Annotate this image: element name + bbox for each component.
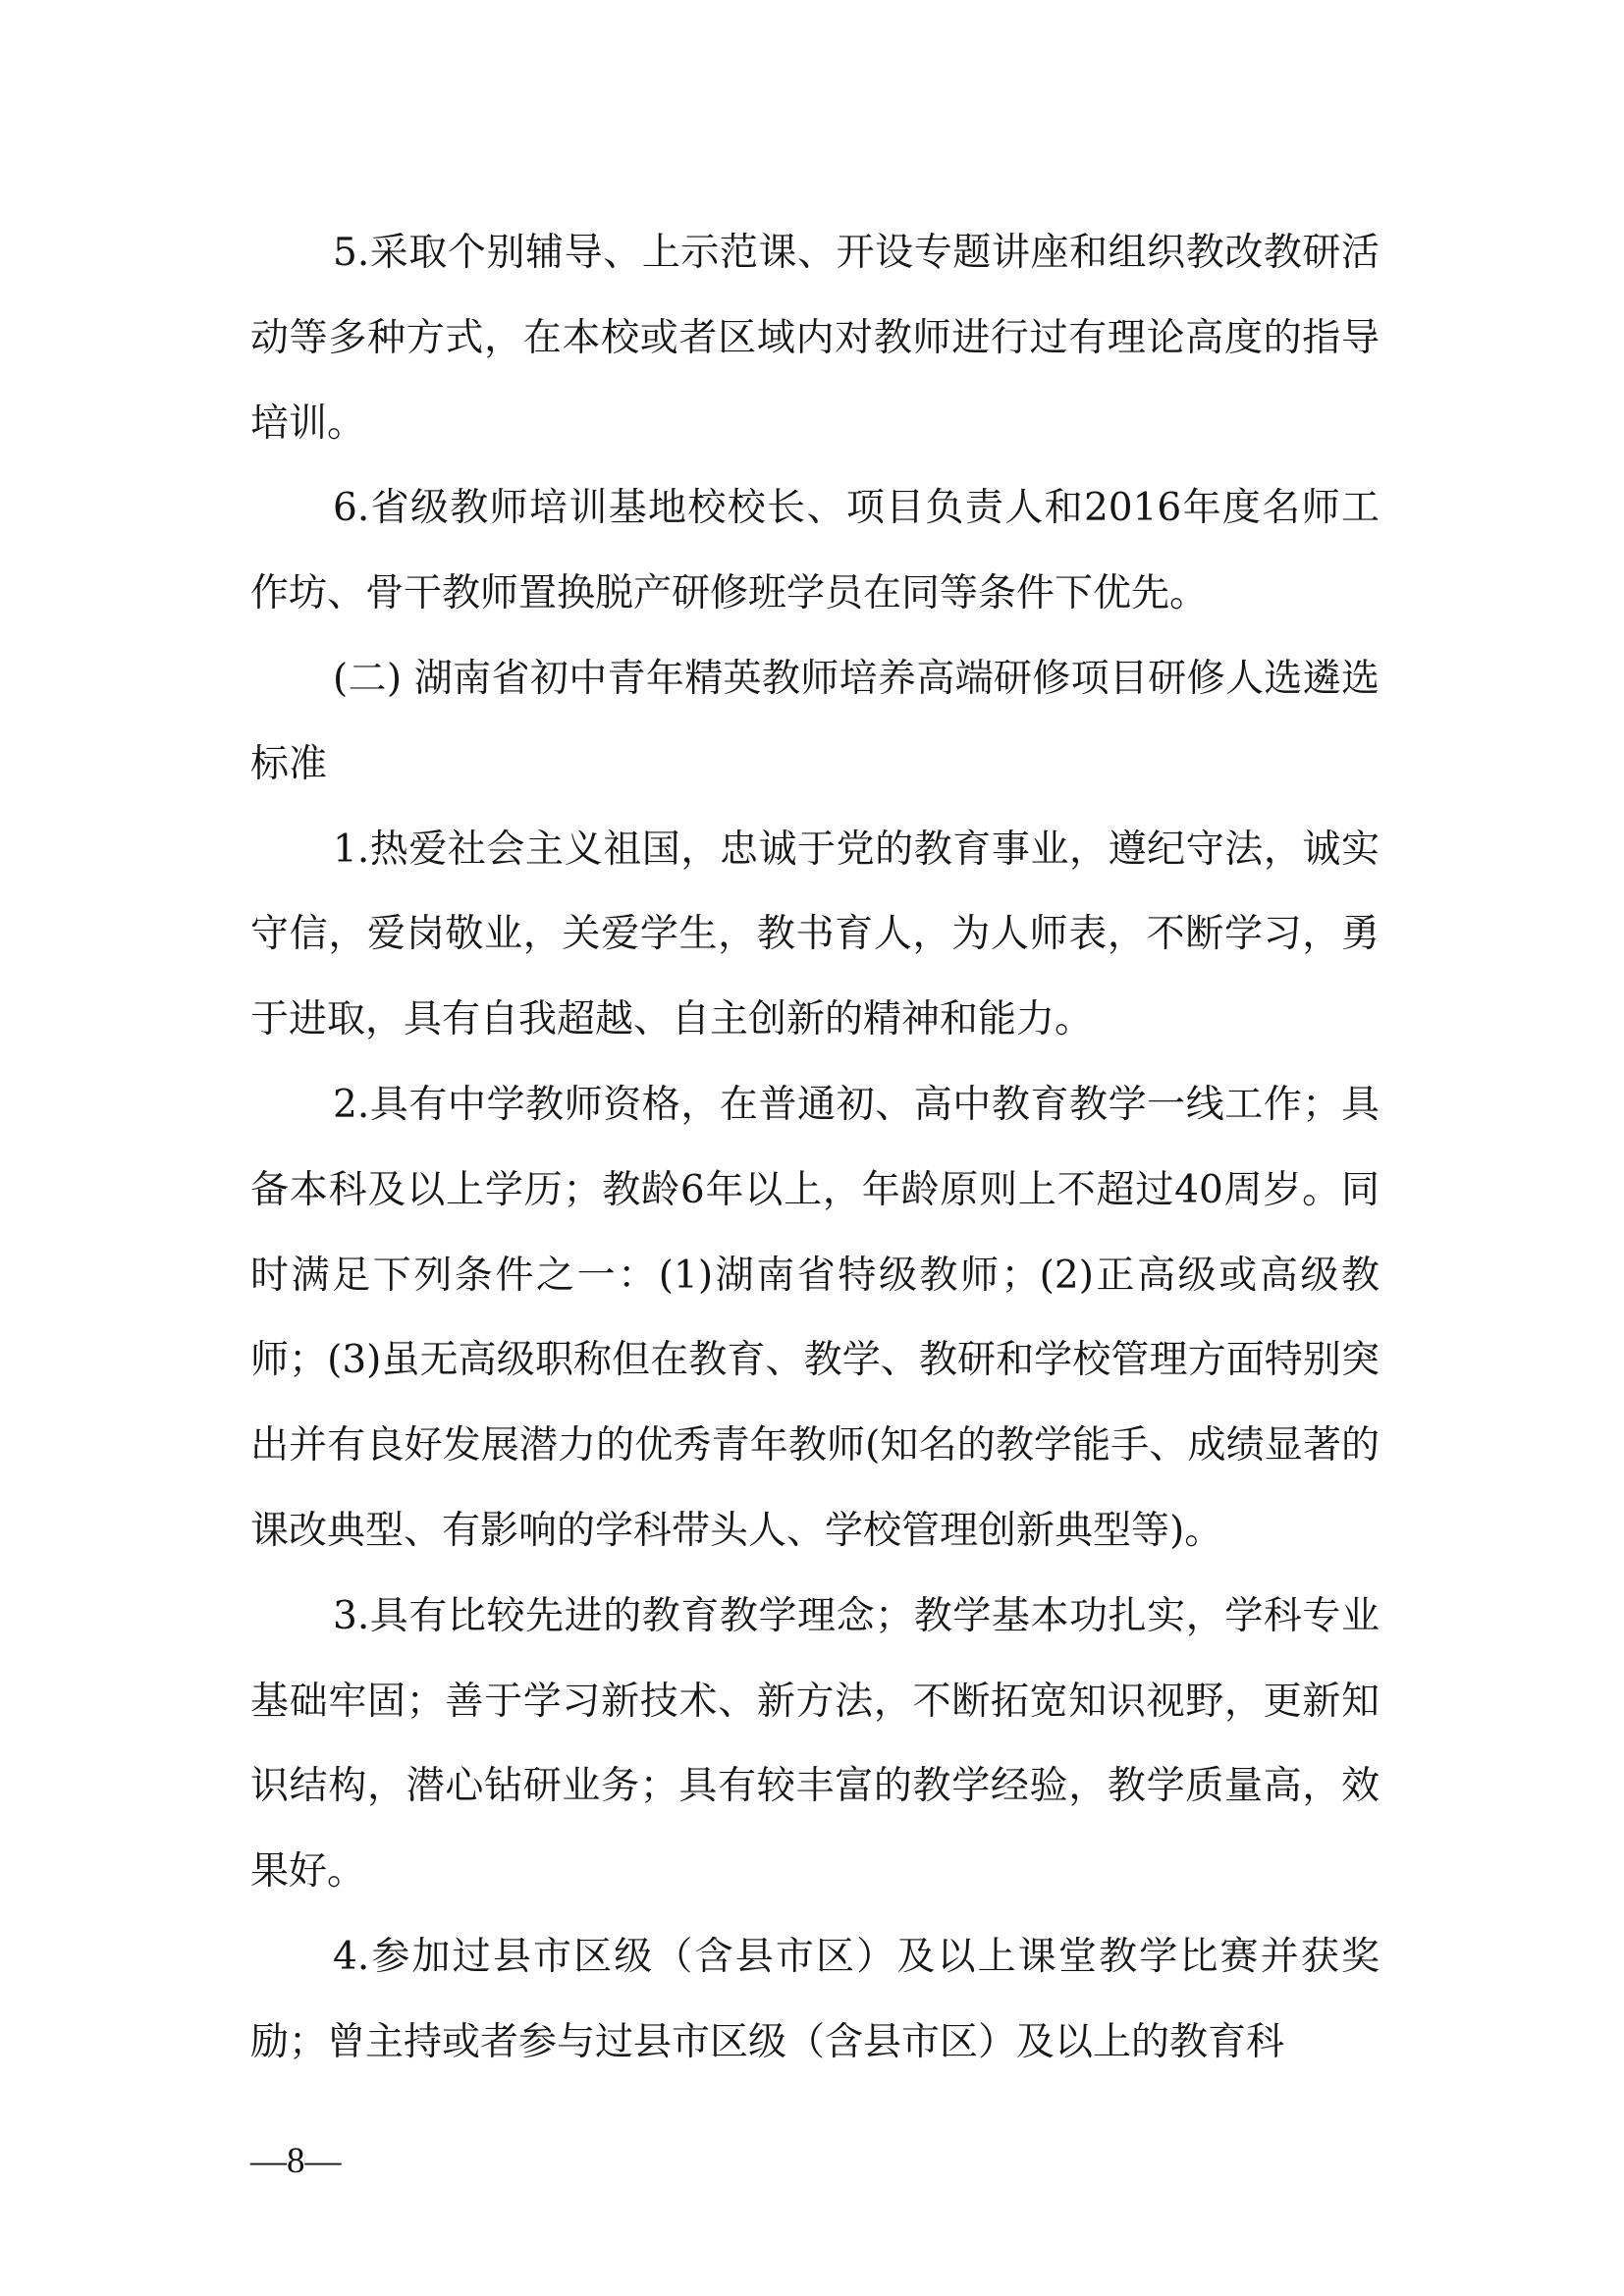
paragraph-criterion-4: 4.参加过县市区级（含县市区）及以上课堂教学比赛并获奖励；曾主持或者参与过县市区级（含县市区）及以上的教育科 [250,1934,1380,2064]
paragraph-criterion-3: 3.具有比较先进的教育教学理念；教学基本功扎实，学科专业基础牢固；善于学习新技术、新方法，不断拓宽知识视野，更新知识结构，潜心钻研业务；具有较丰富的教学经验，教学质量高，效果好。 [250,1593,1380,1895]
paragraph-criterion-1: 1.热爱社会主义祖国，忠诚于党的教育事业，遵纪守法，诚实守信，爱岗敬业，关爱学生，教书育人，为人师表，不断学习，勇于进取，具有自我超越、自主创新的精神和能力。 [250,827,1380,1042]
paragraph-item-6: 6.省级教师培训基地校校长、项目负责人和2016年度名师工作坊、骨干教师置换脱产研修班学员在同等条件下优先。 [250,486,1380,616]
document-body [250,211,1380,2086]
page-number: —8— [250,2141,342,2181]
paragraph-item-5: 5.采取个别辅导、上示范课、开设专题讲座和组织教改教研活动等多种方式，在本校或者区域内对教师进行过有理论高度的指导培训。 [250,231,1380,446]
paragraph-criterion-2: 2.具有中学教师资格，在普通初、高中教育教学一线工作；具备本科及以上学历；教龄6年以上，年龄原则上不超过40周岁。同时满足下列条件之一：(1)湖南省特级教师；(2)正高级或高级教师；(3)虽无高级职称但在教育、教学、教研和学校管理方面特别突出并有良好发展潜力的优秀青年教师(知名的教学能手、成绩显著的课改典型、有影响的学科带头人、学校管理创新典型等)。 [250,1082,1380,1553]
section-heading-2: (二) 湖南省初中青年精英教师培养高端研修项目研修人选遴选标准 [250,656,1380,786]
